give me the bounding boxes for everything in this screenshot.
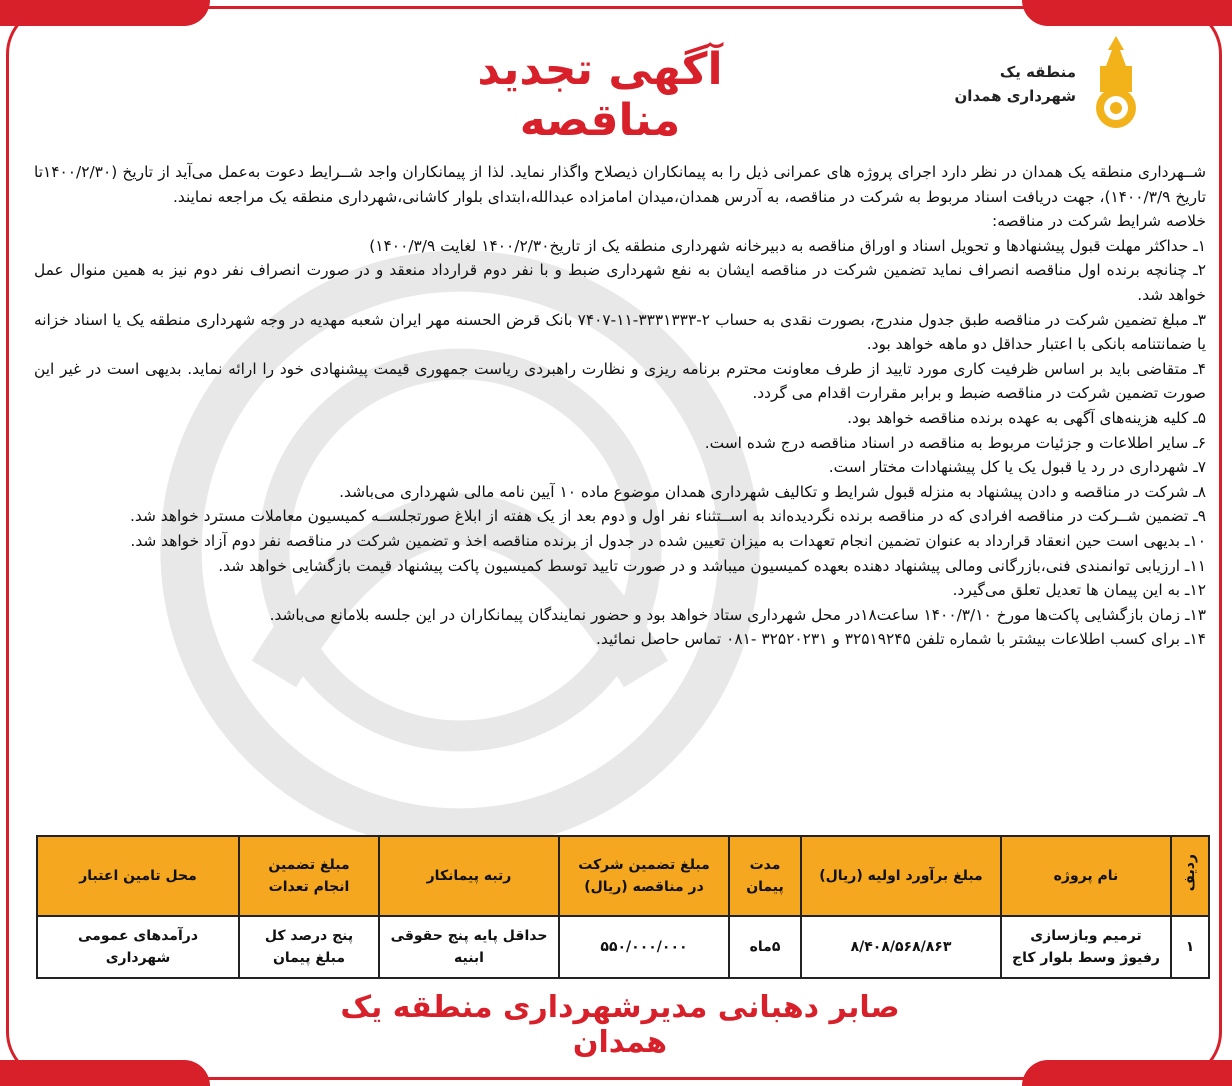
page-title: آگهی تجدید مناقصه (477, 44, 723, 146)
cell-guarantee: ۵۵۰/۰۰۰/۰۰۰ (559, 916, 729, 978)
header-grade: رتبه پیمانکار (379, 836, 559, 916)
condition-item: ۹ـ تضمین شــرکت در مناقصه افرادی که در مناقصه برنده نگردیده‌اند به اســتثناء نفر اول و دوم بعد از یک هفته از ابلاغ صورتجلســه کمیسیون معاملات مسترد خواهد شد. (130, 507, 1206, 526)
condition-item: ۱ـ حداکثر مهلت قبول پیشنهادها و تحویل اسناد و اوراق مناقصه به دبیرخانه شهرداری منطقه یک از تاریخ۱۴۰۰/۲/۳۰ لغایت ۱۴۰۰/۳/۹) (369, 236, 1206, 255)
cell-funding: درآمدهای عمومی شهرداری (37, 916, 239, 978)
cell-duration: ۵ماه (729, 916, 801, 978)
cell-estimate: ۸/۴۰۸/۵۶۸/۸۶۳ (801, 916, 1001, 978)
summary-heading: خلاصه شرایط شرکت در مناقصه: (992, 212, 1206, 231)
header-performance: مبلغ تضمین انجام تعدات (239, 836, 379, 916)
condition-item: ۴ـ متقاضی باید بر اساس ظرفیت کاری مورد تایید از طرف معاونت محترم برنامه ریزی و نظارت راهبردی ریاست جمهوری قیمت پیشنهادی خود را ارائه نماید. بدیهی است در غیر این صورت تضمین شرکت در مناقصه ضبط و برابر مقرارت اقدام می گردد. (34, 359, 1206, 403)
condition-item: ۵ـ کلیه هزینه‌های آگهی به عهده برنده مناقصه خواهد بود. (847, 408, 1206, 427)
tender-table (36, 835, 1210, 979)
header-project: نام پروژه (1001, 836, 1171, 916)
cell-grade: حداقل پایه پنج حقوقی ابنیه (379, 916, 559, 978)
header-guarantee: مبلغ تضمین شرکت در مناقصه (ریال) (559, 836, 729, 916)
signature: صابر دهبانی مدیرشهرداری منطقه یک همدان (340, 990, 900, 1060)
condition-item: ۷ـ شهرداری در رد یا قبول یک یا کل پیشنهادات مختار است. (828, 458, 1206, 477)
intro-paragraph: شــهرداری منطقه یک همدان در نظر دارد اجرای پروژه های عمرانی ذیل را به پیمانکاران ذیصلاح واگذار نماید. لذا از پیمانکاران واجد شــرایط دعوت به‌عمل می‌آید از تاریخ (۱۴۰۰/۲/۳۰تا تاریخ ۱۴۰۰/۳/۹)، جهت دریافت اسناد مربوط به شرکت در مناقصه، به آدرس همدان،میدان امامزاده عبدالله،ابتدای بلوار کاشانی،شهرداری منطقه یک مراجعه نمایند. (34, 163, 1206, 206)
condition-item: ۱۱ـ ارزیابی توانمندی فنی،بازرگانی ومالی پیشنهاد دهنده بعهده کمیسیون میباشد و در صورت تایید توسط کمیسیون پاکت پیشنهاد قیمت بازگشایی خواهد شد. (218, 556, 1206, 575)
condition-item: ۲ـ چنانچه برنده اول مناقصه انصراف نماید تضمین شرکت در مناقصه ایشان به نفع شهرداری ضبط و با نفر دوم قرارداد منعقد و در صورت انصراف نفر دوم نیز به همین منوال عمل خواهد شد. (34, 261, 1206, 304)
table-row (37, 916, 1209, 978)
cell-row-number: ۱ (1171, 916, 1209, 978)
header-duration: مدت پیمان (729, 836, 801, 916)
announcement-body (34, 160, 1206, 652)
header-row-number: ردیف (1171, 836, 1209, 916)
header-estimate: مبلغ برآورد اولیه (ریال) (801, 836, 1001, 916)
condition-item: ۱۴ـ برای کسب اطلاعات بیشتر با شماره تلفن ۳۲۵۱۹۲۴۵ و ۳۲۵۲۰۲۳۱ -۰۸۱ تماس حاصل نمائید. (596, 630, 1206, 649)
table-header-row (37, 836, 1209, 916)
org-line2: شهرداری همدان (954, 87, 1076, 105)
cell-performance: پنج درصد کل مبلغ پیمان (239, 916, 379, 978)
org-name (955, 60, 1077, 108)
condition-item: ۱۰ـ بدیهی است حین انعقاد قرارداد به عنوان تضمین انجام تعهدات به میزان تعیین شده در جدول از برنده مناقصه اخذ و تضمین شرکت در مناقصه نفر دوم آزاد خواهد شد. (130, 531, 1206, 550)
condition-item: ۸ـ شرکت در مناقصه و دادن پیشنهاد به منزله قبول شرایط و تکالیف شهرداری همدان موضوع ماده ۱۰ آیین نامه مالی شهرداری می‌باشد. (339, 482, 1206, 501)
municipality-logo-icon (1086, 32, 1146, 132)
condition-item: ۱۳ـ زمان بازگشایی پاکت‌ها مورخ ۱۴۰۰/۳/۱۰ ساعت۱۸در محل شهرداری ستاد خواهد بود و حضور نمایندگان پیمانکاران در این جلسه بلامانع می‌باشد. (269, 605, 1206, 624)
condition-item: ۶ـ سایر اطلاعات و جزئیات مربوط به مناقصه در اسناد مناقصه درج شده است. (704, 433, 1206, 452)
header-funding: محل تامین اعتبار (37, 836, 239, 916)
org-line1: منطقه یک (999, 63, 1076, 81)
cell-project: ترمیم وبازسازی رفیوژ وسط بلوار کاج (1001, 916, 1171, 978)
condition-item: ۳ـ مبلغ تضمین شرکت در مناقصه طبق جدول مندرج، بصورت نقدی به حساب ۲-۳۳۳۱۳۳۳-۱۱-۷۴۰۷ بانک قرض الحسنه مهر ایران شعبه مهدیه در وجه شهرداری منطقه یک یا اسناد خزانه یا ضمانتنامه بانکی با اعتبار حداقل دو ماهه خواهد بود. (34, 310, 1206, 354)
condition-item: ۱۲ـ به این پیمان ها تعدیل تعلق می‌گیرد. (952, 581, 1206, 600)
